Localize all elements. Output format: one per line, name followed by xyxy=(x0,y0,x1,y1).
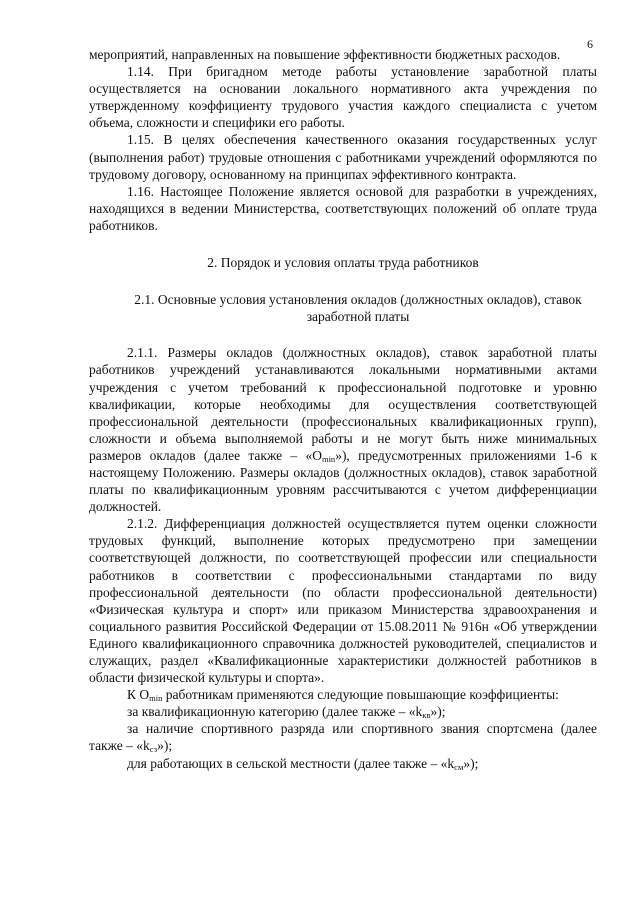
coefficients-intro xyxy=(89,686,597,703)
paragraph-2-1-2: 2.1.2. Дифференциация должностей осуществляется путем оценки сложности трудовых функций, выполнение которых предусмотрено при замещении соответствующей должности, по соответствующей профессии или специальности работников в соответствии с профессиональными стандартами по виду профессиональной деятельности (по области профессиональной деятельности) «Физическая культура и спорт» или приказом Министерства здравоохранения и социального развития Российской Федерации от 15.08.2011 № 916н «Об утверждении Единого квалификационного справочника должностей руководителей, специалистов и служащих, раздел «Квалификационные характеристики должностей работников в области физической культуры и спорта». xyxy=(89,516,597,686)
document-body xyxy=(89,46,597,772)
coefficient-ksm-subscript: см xyxy=(454,761,464,772)
coefficients-intro-text-b: работникам применяются следующие повышающие коэффициенты: xyxy=(162,687,559,703)
coefficient-ksz-text-b: »); xyxy=(157,738,173,754)
paragraph-1-14: 1.14. При бригадном методе работы установление заработной платы осуществляется на основании локального нормативного акта учреждения по утвержденному коэффициенту трудового участия каждого специалиста с учетом объема, сложности и специфики его работы. xyxy=(89,64,597,131)
coefficient-ksz-text-a: за наличие спортивного разряда или спортивного звания спортсмена (далее также – «k xyxy=(89,721,597,754)
coefficient-kkv-text-a: за квалификационную категорию (далее также – «k xyxy=(127,704,423,720)
paragraph-2-1-1 xyxy=(89,344,597,515)
section-heading-2: 2. Порядок и условия оплаты труда работников xyxy=(207,255,479,271)
subsection-heading-2-1: 2.1. Основные условия установления окладов (должностных окладов), ставок заработной платы xyxy=(134,292,582,325)
page-number: 6 xyxy=(587,37,593,51)
coefficient-ksz-subscript: сз xyxy=(149,744,158,755)
paragraph-continuation: мероприятий, направленных на повышение эффективности бюджетных расходов. xyxy=(89,47,561,62)
paragraph-2-1-1-text-a: 2.1.1. Размеры окладов (должностных окладов), ставок заработной платы работников учреждений устанавливаются локальными нормативными актами учреждения с учетом требований к профессиональной подготовке и уровню квалификации, которые необходимы для осуществления соответствующей профессиональной деятельности (профессиональных квалификационных групп), сложности и объема выполняемой работы и не могут быть ниже минимальных размеров окладов (далее также – «O xyxy=(89,345,597,463)
coefficient-ksm xyxy=(89,755,597,772)
coefficient-ksm-text-b: »); xyxy=(463,755,479,771)
coefficient-ksm-text-a: для работающих в сельской местности (далее также – «k xyxy=(127,755,455,771)
paragraph-2-1-1-text-b: »), предусмотренных приложениями 1-6 к настоящему Положению. Размеры окладов (должностных окладов), ставок заработной платы по квалификационным уровням рассчитываются с учетом дифференциации должностей. xyxy=(89,447,598,515)
coefficient-kkv-text-b: »); xyxy=(430,704,446,720)
coefficients-intro-subscript: min xyxy=(149,693,163,704)
paragraph-1-16: 1.16. Настоящее Положение является основой для разработки в учреждениях, находящихся в ведении Министерства, соответствующих положений об оплате труда работников. xyxy=(89,183,597,233)
coefficient-kkv-subscript: кв xyxy=(422,710,431,721)
coefficient-ksz xyxy=(89,720,597,754)
coefficients-intro-text-a: К O xyxy=(127,687,150,703)
coefficient-kkv xyxy=(89,703,597,720)
paragraph-1-15: 1.15. В целях обеспечения качественного оказания государственных услуг (выполнения работ) трудовые отношения с работниками учреждений оформляются по трудовому договору, основанному на принципах эффективного контракта. xyxy=(89,132,597,182)
o-min-subscript: min xyxy=(321,453,336,464)
